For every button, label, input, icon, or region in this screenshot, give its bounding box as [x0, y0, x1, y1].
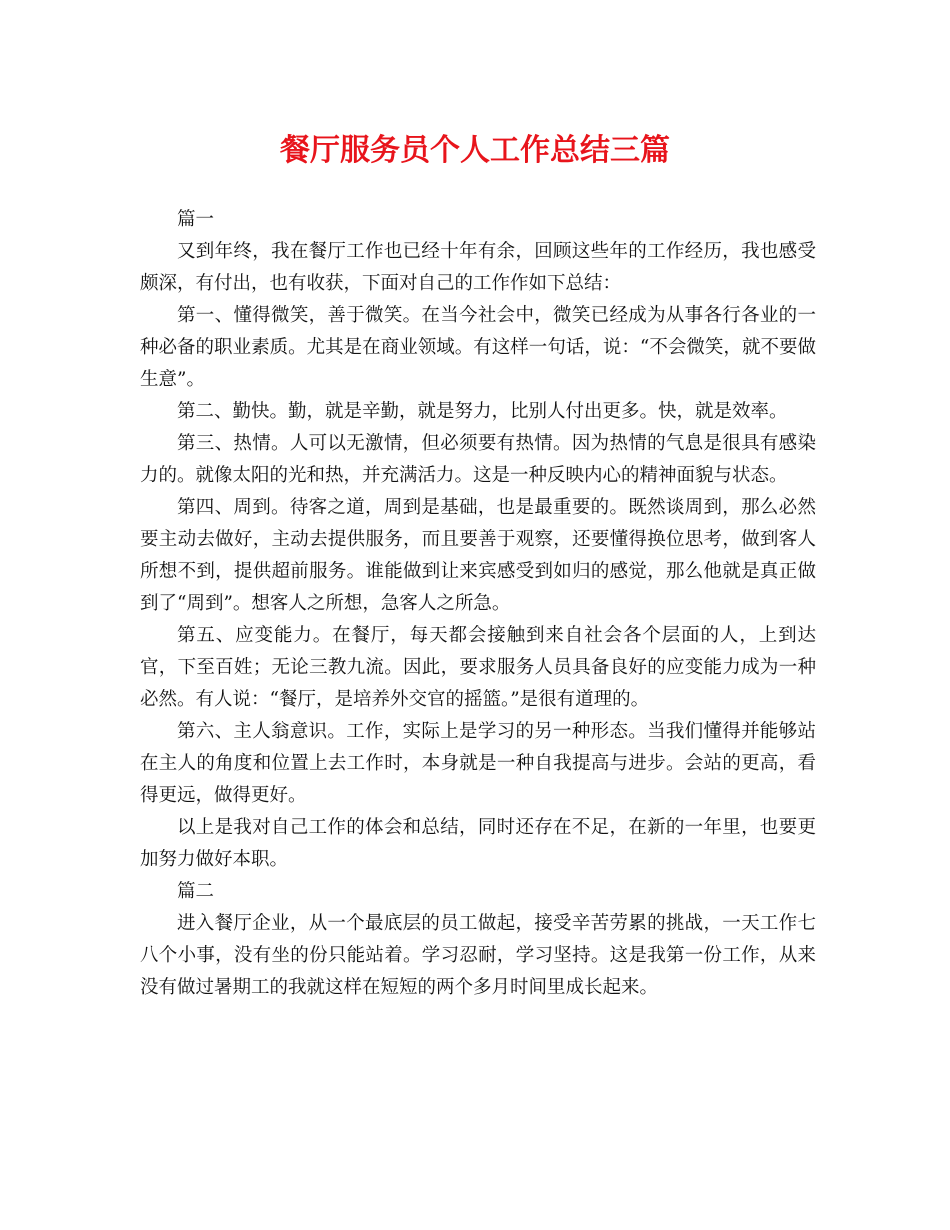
body-paragraph: 第四、周到。待客之道，周到是基础，也是最重要的。既然谈周到，那么必然要主动去做好，主动去提供服务，而且要善于观察，还要懂得换位思考，做到客人所想不到，提供超前服务。谁能做到让来宾感受到如归的感觉，那么他就是真正做到了“周到”。想客人之所想，急客人之所急。 — [140, 497, 816, 614]
body-paragraph: 第六、主人翁意识。工作，实际上是学习的另一种形态。当我们懂得并能够站在主人的角度和位置上去工作时，本身就是一种自我提高与进步。会站的更高，看得更远，做得更好。 — [140, 721, 816, 806]
body-paragraph: 第五、应变能力。在餐厅，每天都会接触到来自社会各个层面的人，上到达官，下至百姓；无论三教九流。因此，要求服务人员具备良好的应变能力成为一种必然。有人说：“餐厅，是培养外交官的摇篮。”是很有道理的。 — [140, 625, 816, 710]
body-paragraph: 以上是我对自己工作的体会和总结，同时还存在不足，在新的一年里，也要更加努力做好本职。 — [140, 817, 816, 870]
body-paragraph: 第三、热情。人可以无激情，但必须要有热情。因为热情的气息是很具有感染力的。就像太阳的光和热，并充满活力。这是一种反映内心的精神面貌与状态。 — [140, 433, 816, 486]
body-paragraph: 进入餐厅企业，从一个最底层的员工做起，接受辛苦劳累的挑战，一天工作七八个小事，没有坐的份只能站着。学习忍耐，学习坚持。这是我第一份工作，从来没有做过暑期工的我就这样在短短的两个多月时间里成长起来。 — [140, 913, 816, 998]
body-paragraph: 第二、勤快。勤，就是辛勤，就是努力，比别人付出更多。快，就是效率。 — [177, 401, 788, 422]
body-paragraph: 又到年终，我在餐厅工作也已经十年有余，回顾这些年的工作经历，我也感受颇深，有付出，也有收获，下面对自己的工作作如下总结： — [140, 241, 816, 294]
document-body — [140, 204, 816, 1004]
section-heading: 篇一 — [177, 209, 215, 230]
document-title: 餐厅服务员个人工作总结三篇 — [280, 133, 670, 168]
section-heading: 篇二 — [177, 881, 215, 902]
body-paragraph: 第一、懂得微笑，善于微笑。在当今社会中，微笑已经成为从事各行各业的一种必备的职业素质。尤其是在商业领域。有这样一句话，说：“不会微笑，就不要做生意”。 — [140, 305, 816, 390]
